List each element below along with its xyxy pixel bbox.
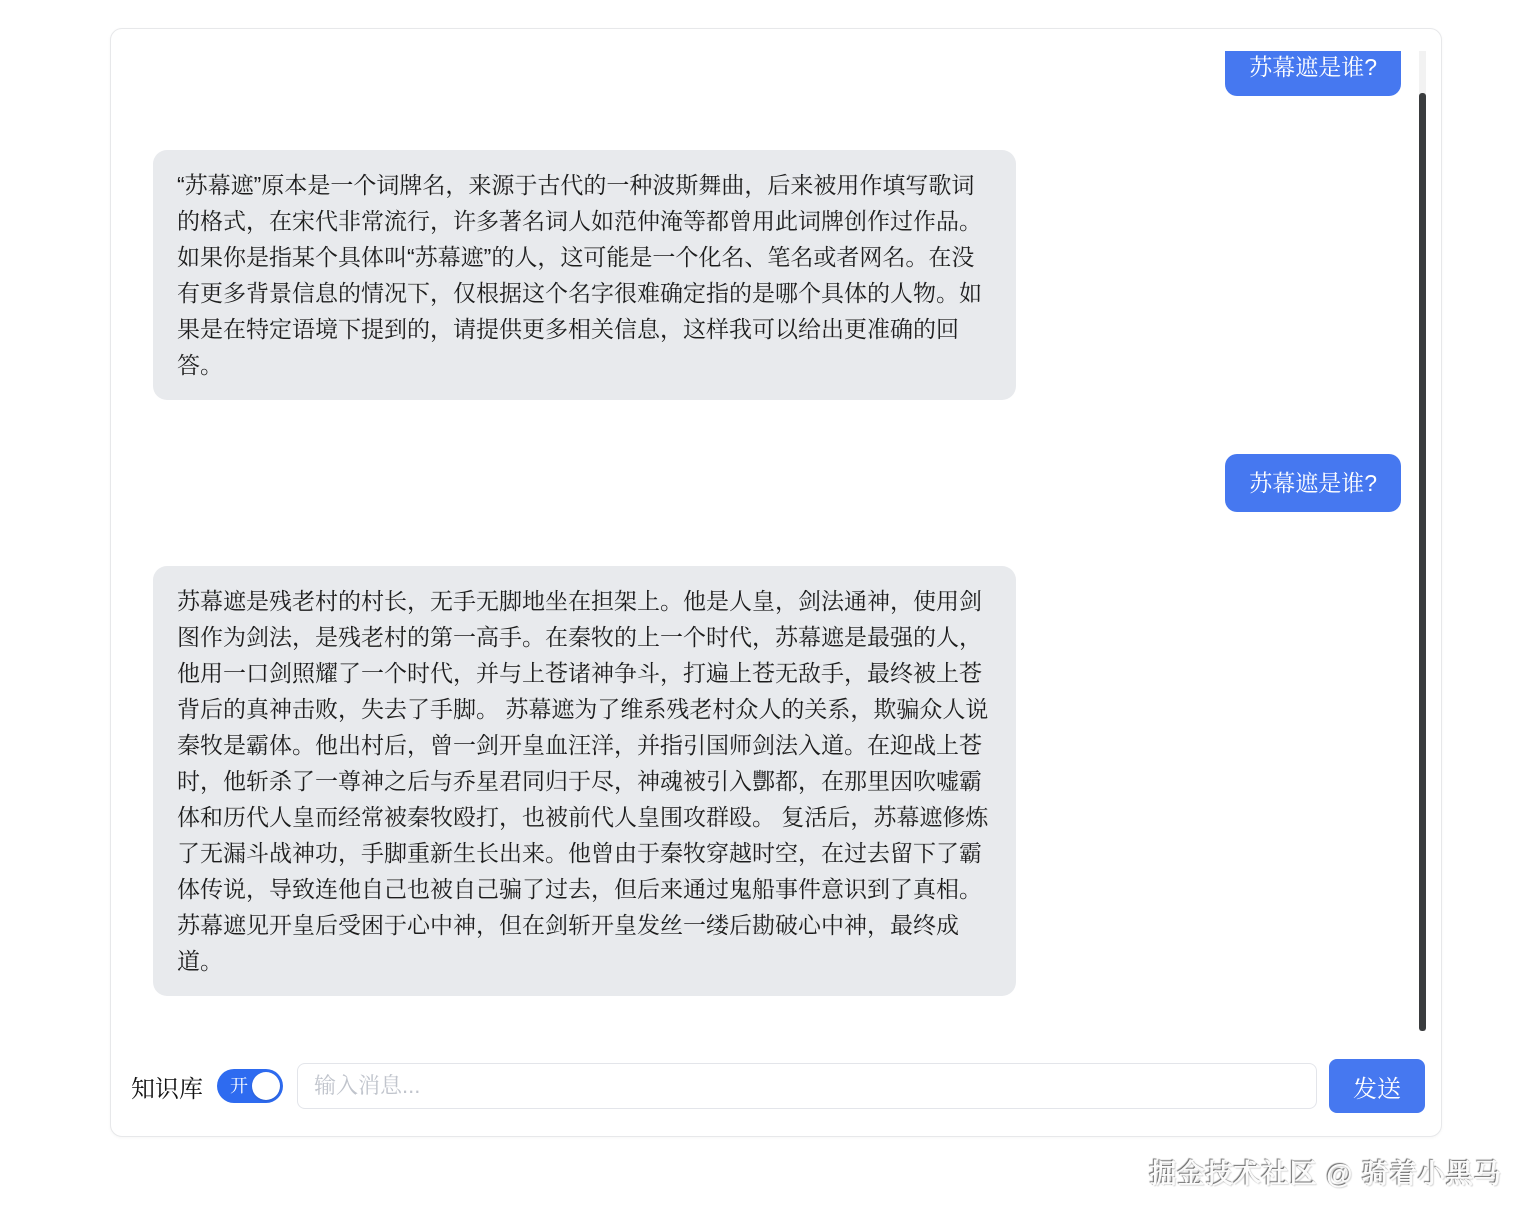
user-message-bubble: 苏幕遮是谁? xyxy=(1225,454,1401,512)
assistant-message-bubble: “苏幕遮”原本是一个词牌名，来源于古代的一种波斯舞曲，后来被用作填写歌词的格式，在宋代非常流行，许多著名词人如范仲淹等都曾用此词牌创作过作品。 如果你是指某个具体叫“苏幕遮”的人，这可能是一个化名、笔名或者网名。在没有更多背景信息的情况下，仅根据这个名字很难确定指的是哪个具体的人物。如果是在特定语境下提到的，请提供更多相关信息，这样我可以给出更准确的回答。 xyxy=(153,150,1016,400)
scrollbar-track[interactable] xyxy=(1419,51,1426,1031)
message-input[interactable] xyxy=(297,1063,1317,1109)
watermark-text: 掘金技术社区 @ 骑着小黑马 xyxy=(1149,1159,1502,1189)
knowledge-base-label: 知识库 xyxy=(131,1075,203,1103)
assistant-message-bubble: 苏幕遮是残老村的村长，无手无脚地坐在担架上。他是人皇，剑法通神，使用剑图作为剑法，是残老村的第一高手。在秦牧的上一个时代，苏幕遮是最强的人，他用一口剑照耀了一个时代，并与上苍诸神争斗，打遍上苍无敌手，最终被上苍背后的真神击败，失去了手脚。 苏幕遮为了维系残老村众人的关系，欺骗众人说秦牧是霸体。他出村后，曾一剑开皇血汪洋，并指引国师剑法入道。在迎战上苍时，他斩杀了一尊神之后与乔星君同归于尽，神魂被引入酆都，在那里因吹嘘霸体和历代人皇而经常被秦牧殴打，也被前代人皇围攻群殴。 复活后，苏幕遮修炼了无漏斗战神功，手脚重新生长出来。他曾由于秦牧穿越时空，在过去留下了霸体传说，导致连他自己也被自己骗了过去，但后来通过鬼船事件意识到了真相。苏幕遮见开皇后受困于心中神，但在剑斩开皇发丝一缕后勘破心中神，最终成道。 xyxy=(153,566,1016,996)
toggle-knob-icon xyxy=(252,1072,280,1100)
send-button[interactable]: 发送 xyxy=(1329,1059,1425,1113)
chat-window xyxy=(110,28,1442,1137)
knowledge-base-toggle[interactable] xyxy=(217,1069,283,1103)
composer-bar xyxy=(131,1059,1425,1113)
messages-viewport[interactable] xyxy=(111,51,1419,1031)
toggle-on-label: 开 xyxy=(230,1076,248,1096)
user-message-bubble: 苏幕遮是谁? xyxy=(1225,51,1401,96)
scrollbar-thumb[interactable] xyxy=(1419,93,1426,1031)
messages-list xyxy=(153,51,1401,996)
